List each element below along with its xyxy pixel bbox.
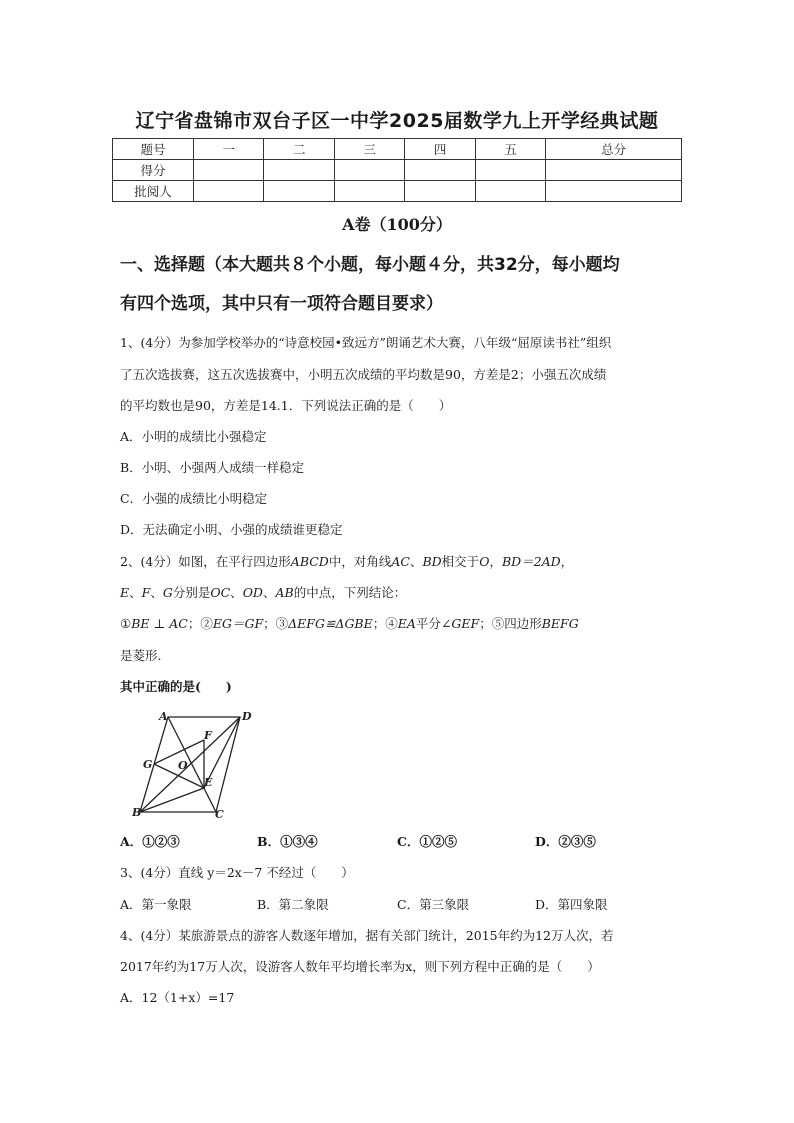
score-table-cell [546,181,682,202]
q1-option-d: D．无法确定小明、小强的成绩谁更稳定 [120,522,343,537]
parallelogram-figure [128,708,258,820]
score-table-row [113,160,682,181]
score-table-cell [194,181,264,202]
label-d: D [242,710,252,723]
q2-option-d: D．②③⑤ [535,834,596,849]
q2-stem-line4: 是菱形. [120,648,162,663]
q3-option-b: B．第二象限 [257,897,329,912]
score-table-cell [334,181,404,202]
score-table-row-header: 题号 [113,139,194,160]
q2-stem-line2: E、F、G分别是OC、OD、AB的中点，下列结论： [120,585,407,600]
score-table-cell [194,160,264,181]
score-table-row [113,139,682,160]
q3-option-a: A．第一象限 [120,897,192,912]
q2-option-a: A．①②③ [120,834,180,849]
q1-stem-line3: 的平均数也是90，方差是14.1．下列说法正确的是（ ） [120,398,452,413]
q1-option-c: C．小强的成绩比小明稳定 [120,491,268,506]
segment-be [140,788,204,812]
label-f: F [204,729,212,742]
q4-option-a: A．12（1+x）=17 [120,990,235,1005]
q2-option-b: B．①③④ [257,834,318,849]
q3-option-d: D．第四象限 [535,897,608,912]
score-table-cell [475,181,545,202]
score-table-cell [475,160,545,181]
q4-stem-line1: 4、(4分）某旅游景点的游客人数逐年增加，据有关部门统计，2015年约为12万人次，若 [120,928,614,943]
score-table-cell [546,160,682,181]
q1-stem-line1: 1、(4分）为参加学校举办的“诗意校园•致远方”朗诵艺术大赛，八年级“屈原读书社”组织 [120,335,612,350]
score-table-cell: 五 [475,139,545,160]
q2-conclusions-line: ①BE ⊥ AC；②EG＝GF；③ΔEFG≌ΔGBE；④EA平分∠GEF；⑤四边形BEFG [120,616,579,631]
label-o: O [178,759,188,772]
score-table-cell: 二 [264,139,334,160]
score-table-cell: 三 [334,139,404,160]
label-a: A [159,710,168,723]
q2-option-c: C．①②⑤ [397,834,457,849]
section-a-heading: A卷（100分） [342,215,452,234]
label-e: E [204,776,213,789]
score-table-cell: 四 [405,139,475,160]
score-table-row [113,181,682,202]
q4-stem-line2: 2017年约为17万人次，设游客人数年平均增长率为x，则下列方程中正确的是（ ） [120,959,600,974]
q2-stem-line1: 2、(4分）如图，在平行四边形ABCD中，对角线AC、BD相交于O，BD＝2AD， [120,554,574,569]
label-c: C [215,808,224,820]
score-table-cell [264,181,334,202]
score-table-cell [405,181,475,202]
label-g: G [143,758,153,771]
part1-heading-line2: 有四个选项，其中只有一项符合题目要求） [120,294,443,314]
q1-stem-line2: 了五次选拔赛，这五次选拔赛中，小明五次成绩的平均数是90，方差是2；小强五次成绩 [120,367,607,382]
label-b: B [132,806,142,819]
q1-option-b: B．小明、小强两人成绩一样稳定 [120,460,305,475]
q2-stem-line5: 其中正确的是( ) [120,679,232,694]
q1-option-a: A．小明的成绩比小强稳定 [120,429,267,444]
score-table-cell: 一 [194,139,264,160]
score-table [112,138,682,202]
score-table-row-header: 批阅人 [113,181,194,202]
q3-stem: 3、(4分）直线 y＝2x－7 不经过（ ） [120,865,354,880]
q3-option-c: C．第三象限 [397,897,470,912]
part1-heading-line1: 一、选择题（本大题共８个小题，每小题４分，共32分，每小题均 [120,255,620,275]
score-table-cell [334,160,404,181]
score-table-cell: 总分 [546,139,682,160]
score-table-row-header: 得分 [113,160,194,181]
score-table-cell [264,160,334,181]
exam-title: 辽宁省盘锦市双台子区一中学2025届数学九上开学经典试题 [135,110,659,132]
score-table-cell [405,160,475,181]
